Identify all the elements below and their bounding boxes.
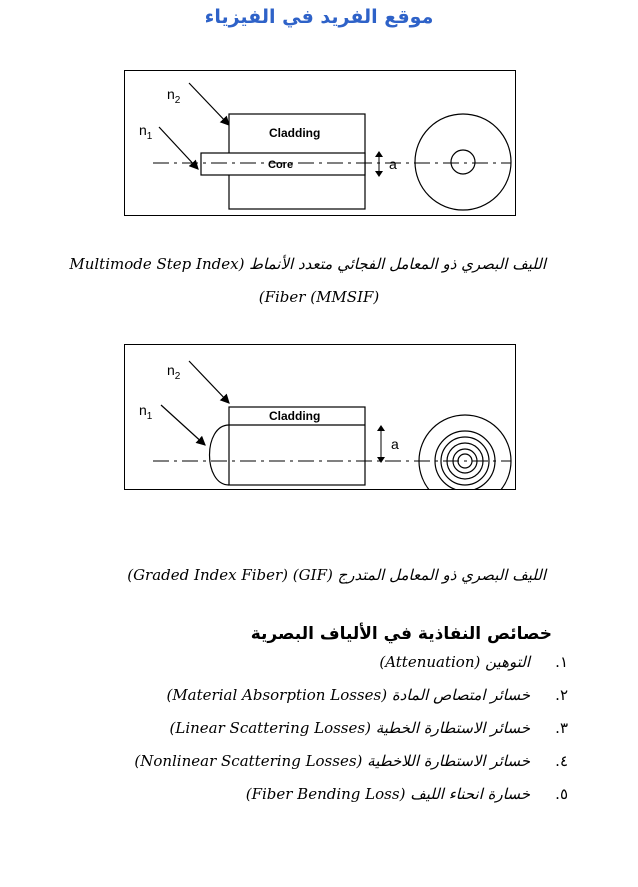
graded-index-fiber-diagram bbox=[124, 344, 516, 490]
loss-list bbox=[134, 646, 568, 811]
list-text: خسائر الاستطارة الخطية (Linear Scattering Losses) bbox=[169, 719, 530, 737]
list-number: ٤. bbox=[555, 752, 568, 770]
radius-label: a bbox=[391, 436, 399, 452]
cladding-label: Cladding bbox=[269, 126, 321, 140]
list-item bbox=[134, 679, 568, 712]
radius-label: a bbox=[389, 156, 397, 172]
n1-label: $n_1$ bbox=[139, 402, 153, 422]
figure2-caption: الليف البصري ذو المعامل المتدرج (GIF) (Graded Index Fiber) bbox=[127, 566, 546, 584]
list-number: ١. bbox=[555, 653, 568, 671]
core-label: Core bbox=[268, 159, 294, 171]
cladding-label: Cladding bbox=[269, 409, 321, 423]
n1-label: $n_1$ bbox=[139, 122, 153, 142]
site-title: موقع الفريد في الفيزياء bbox=[204, 6, 434, 28]
section-heading: خصائص النفاذية في الألياف البصرية bbox=[250, 624, 552, 644]
figure1-caption-line2: (MMSIF) Fiber) bbox=[258, 288, 380, 306]
list-number: ٣. bbox=[555, 719, 568, 737]
step-index-fiber-diagram bbox=[124, 70, 516, 216]
n2-arrow bbox=[189, 361, 229, 403]
list-text: خسائر امتصاص المادة (Material Absorption Losses) bbox=[166, 686, 530, 704]
list-number: ٢. bbox=[555, 686, 568, 704]
cross-section-outer bbox=[419, 415, 511, 489]
list-item bbox=[134, 778, 568, 811]
list-text: خسائر الاستطارة اللاخطية (Nonlinear Scattering Losses) bbox=[134, 752, 530, 770]
list-text: خسارة انحناء الليف (Fiber Bending Loss) bbox=[245, 785, 530, 803]
list-text: التوهين (Attenuation) bbox=[379, 653, 530, 671]
n2-arrow bbox=[189, 83, 229, 125]
list-item bbox=[134, 712, 568, 745]
n1-arrow bbox=[161, 405, 205, 445]
index-ring bbox=[435, 431, 495, 489]
list-number: ٥. bbox=[555, 785, 568, 803]
n2-label: $n_2$ bbox=[167, 86, 181, 106]
list-item bbox=[134, 646, 568, 679]
list-item bbox=[134, 745, 568, 778]
cross-section-outer bbox=[415, 114, 511, 210]
figure1-caption-line1: الليف البصري ذو المعامل الفجائي متعدد الأنماط (Multimode Step Index bbox=[69, 255, 546, 273]
cross-section-core bbox=[451, 150, 475, 174]
n2-label: $n_2$ bbox=[167, 362, 181, 382]
